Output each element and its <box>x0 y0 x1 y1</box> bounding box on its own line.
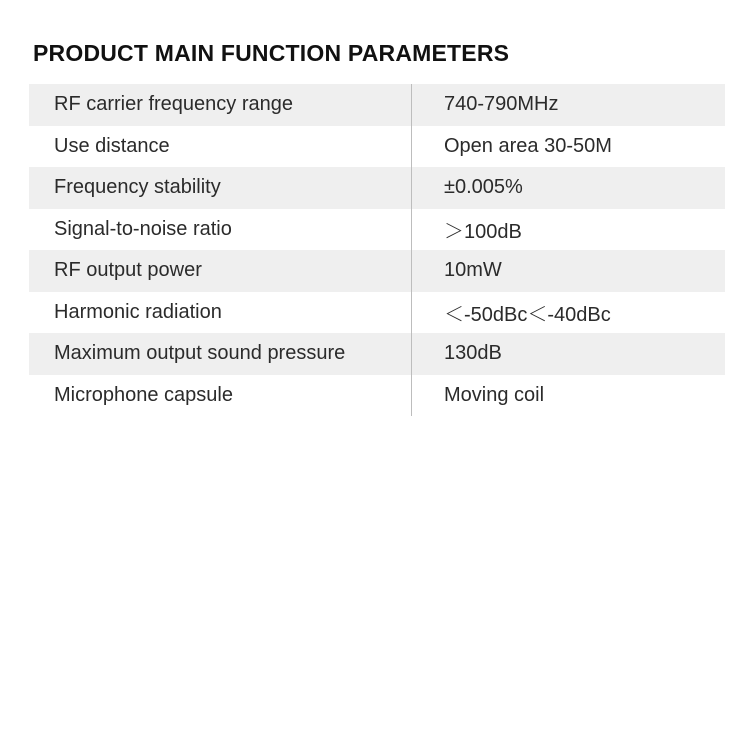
parameter-name: Signal-to-noise ratio <box>54 217 232 240</box>
table-row <box>29 333 725 375</box>
parameter-value: ＜-50dBc＜-40dBc <box>411 292 725 334</box>
parameter-value: Open area 30-50M <box>411 126 725 168</box>
table-row <box>29 84 725 126</box>
table-row <box>29 292 725 334</box>
parameter-name: RF output power <box>54 259 202 282</box>
parameter-name: Maximum output sound pressure <box>54 342 346 365</box>
parameter-name: Use distance <box>54 134 170 157</box>
table-row <box>29 167 725 209</box>
parameter-name: Harmonic radiation <box>54 300 222 323</box>
page-title: PRODUCT MAIN FUNCTION PARAMETERS <box>33 40 510 66</box>
parameter-value: 130dB <box>411 333 725 375</box>
table-row <box>29 375 725 417</box>
parameter-name: Frequency stability <box>54 176 221 199</box>
parameter-value: Moving coil <box>411 375 725 417</box>
parameter-name: RF carrier frequency range <box>54 93 293 116</box>
table-row <box>29 126 725 168</box>
parameter-name: Microphone capsule <box>54 383 233 406</box>
parameter-value: ±0.005% <box>411 167 725 209</box>
parameter-value: 740-790MHz <box>411 84 725 126</box>
parameter-value: ＞100dB <box>411 209 725 251</box>
parameter-value: 10mW <box>411 250 725 292</box>
parameters-table <box>29 84 725 416</box>
table-row <box>29 209 725 251</box>
table-row <box>29 250 725 292</box>
